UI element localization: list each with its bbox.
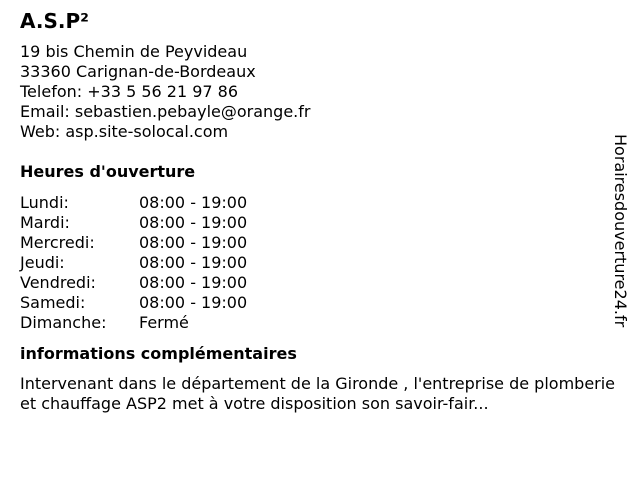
hours-row [20, 273, 620, 293]
hours-day: Dimanche: [20, 313, 107, 332]
email-line: Email: sebastien.pebayle@orange.fr [20, 102, 311, 121]
site-watermark: Horairesdouverture24.fr [611, 134, 630, 328]
hours-time: 08:00 - 19:00 [139, 273, 248, 292]
street-address: 19 bis Chemin de Peyvideau [20, 42, 248, 61]
web-line: Web: asp.site-solocal.com [20, 122, 229, 141]
hours-row [20, 193, 620, 213]
hours-row [20, 293, 620, 313]
contact-block [20, 42, 620, 142]
hours-day: Samedi: [20, 293, 86, 312]
info-heading: informations complémentaires [20, 344, 297, 363]
hours-day: Vendredi: [20, 273, 96, 292]
hours-heading: Heures d'ouverture [20, 162, 196, 181]
hours-time: 08:00 - 19:00 [139, 253, 248, 272]
hours-row [20, 233, 620, 253]
hours-table [20, 193, 620, 333]
hours-row [20, 213, 620, 233]
phone-line: Telefon: +33 5 56 21 97 86 [20, 82, 239, 101]
hours-row [20, 313, 620, 333]
hours-time: Fermé [139, 313, 189, 332]
info-description: Intervenant dans le département de la Gironde , l'entreprise de plomberie et chauffage ASP2 met à votre disposition son savoir-fair... [20, 374, 616, 413]
city-address: 33360 Carignan-de-Bordeaux [20, 62, 256, 81]
business-name: A.S.P² [20, 9, 89, 33]
hours-time: 08:00 - 19:00 [139, 213, 248, 232]
business-card [20, 8, 620, 414]
hours-row [20, 253, 620, 273]
hours-day: Mercredi: [20, 233, 95, 252]
hours-day: Mardi: [20, 213, 70, 232]
hours-day: Jeudi: [20, 253, 65, 272]
hours-time: 08:00 - 19:00 [139, 193, 248, 212]
hours-day: Lundi: [20, 193, 69, 212]
hours-time: 08:00 - 19:00 [139, 233, 248, 252]
hours-time: 08:00 - 19:00 [139, 293, 248, 312]
